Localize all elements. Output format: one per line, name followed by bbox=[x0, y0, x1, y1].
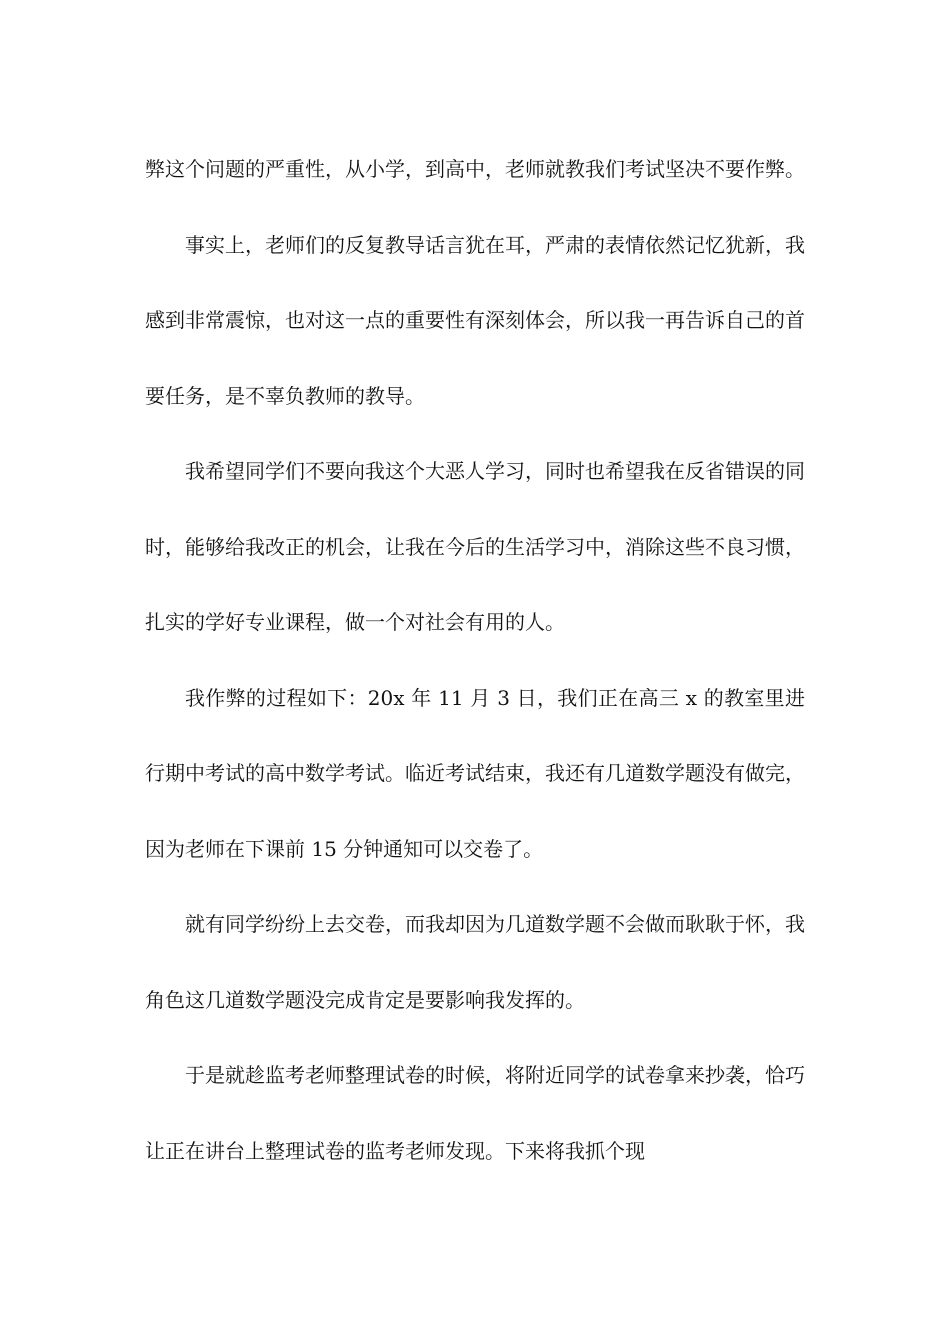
paragraph: 就有同学纷纷上去交卷，而我却因为几道数学题不会做而耿耿于怀，我角色这几道数学题没完成肯定是要影响我发挥的。 bbox=[145, 912, 805, 1012]
paragraph: 我作弊的过程如下：20x 年 11 月 3 日，我们正在高三 x 的教室里进行期中考试的高中数学考试。临近考试结束，我还有几道数学题没有做完，因为老师在下课前 15 分钟通知可以交卷了。 bbox=[145, 685, 805, 861]
paragraph-continued: 弊这个问题的严重性，从小学，到高中，老师就教我们考试坚决不要作弊。 bbox=[145, 157, 805, 181]
paragraph: 于是就趁监考老师整理试卷的时候，将附近同学的试卷拿来抄袭，恰巧让正在讲台上整理试卷的监考老师发现。下来将我抓个现 bbox=[145, 1063, 805, 1163]
document-body bbox=[145, 132, 805, 1189]
paragraph: 我希望同学们不要向我这个大恶人学习，同时也希望我在反省错误的同时，能够给我改正的机会，让我在今后的生活学习中，消除这些不良习惯，扎实的学好专业课程，做一个对社会有用的人。 bbox=[145, 459, 805, 634]
paragraph: 事实上，老师们的反复教导话言犹在耳，严肃的表情依然记忆犹新，我感到非常震惊，也对这一点的重要性有深刻体会，所以我一再告诉自己的首要任务，是不辜负教师的教导。 bbox=[145, 232, 805, 408]
